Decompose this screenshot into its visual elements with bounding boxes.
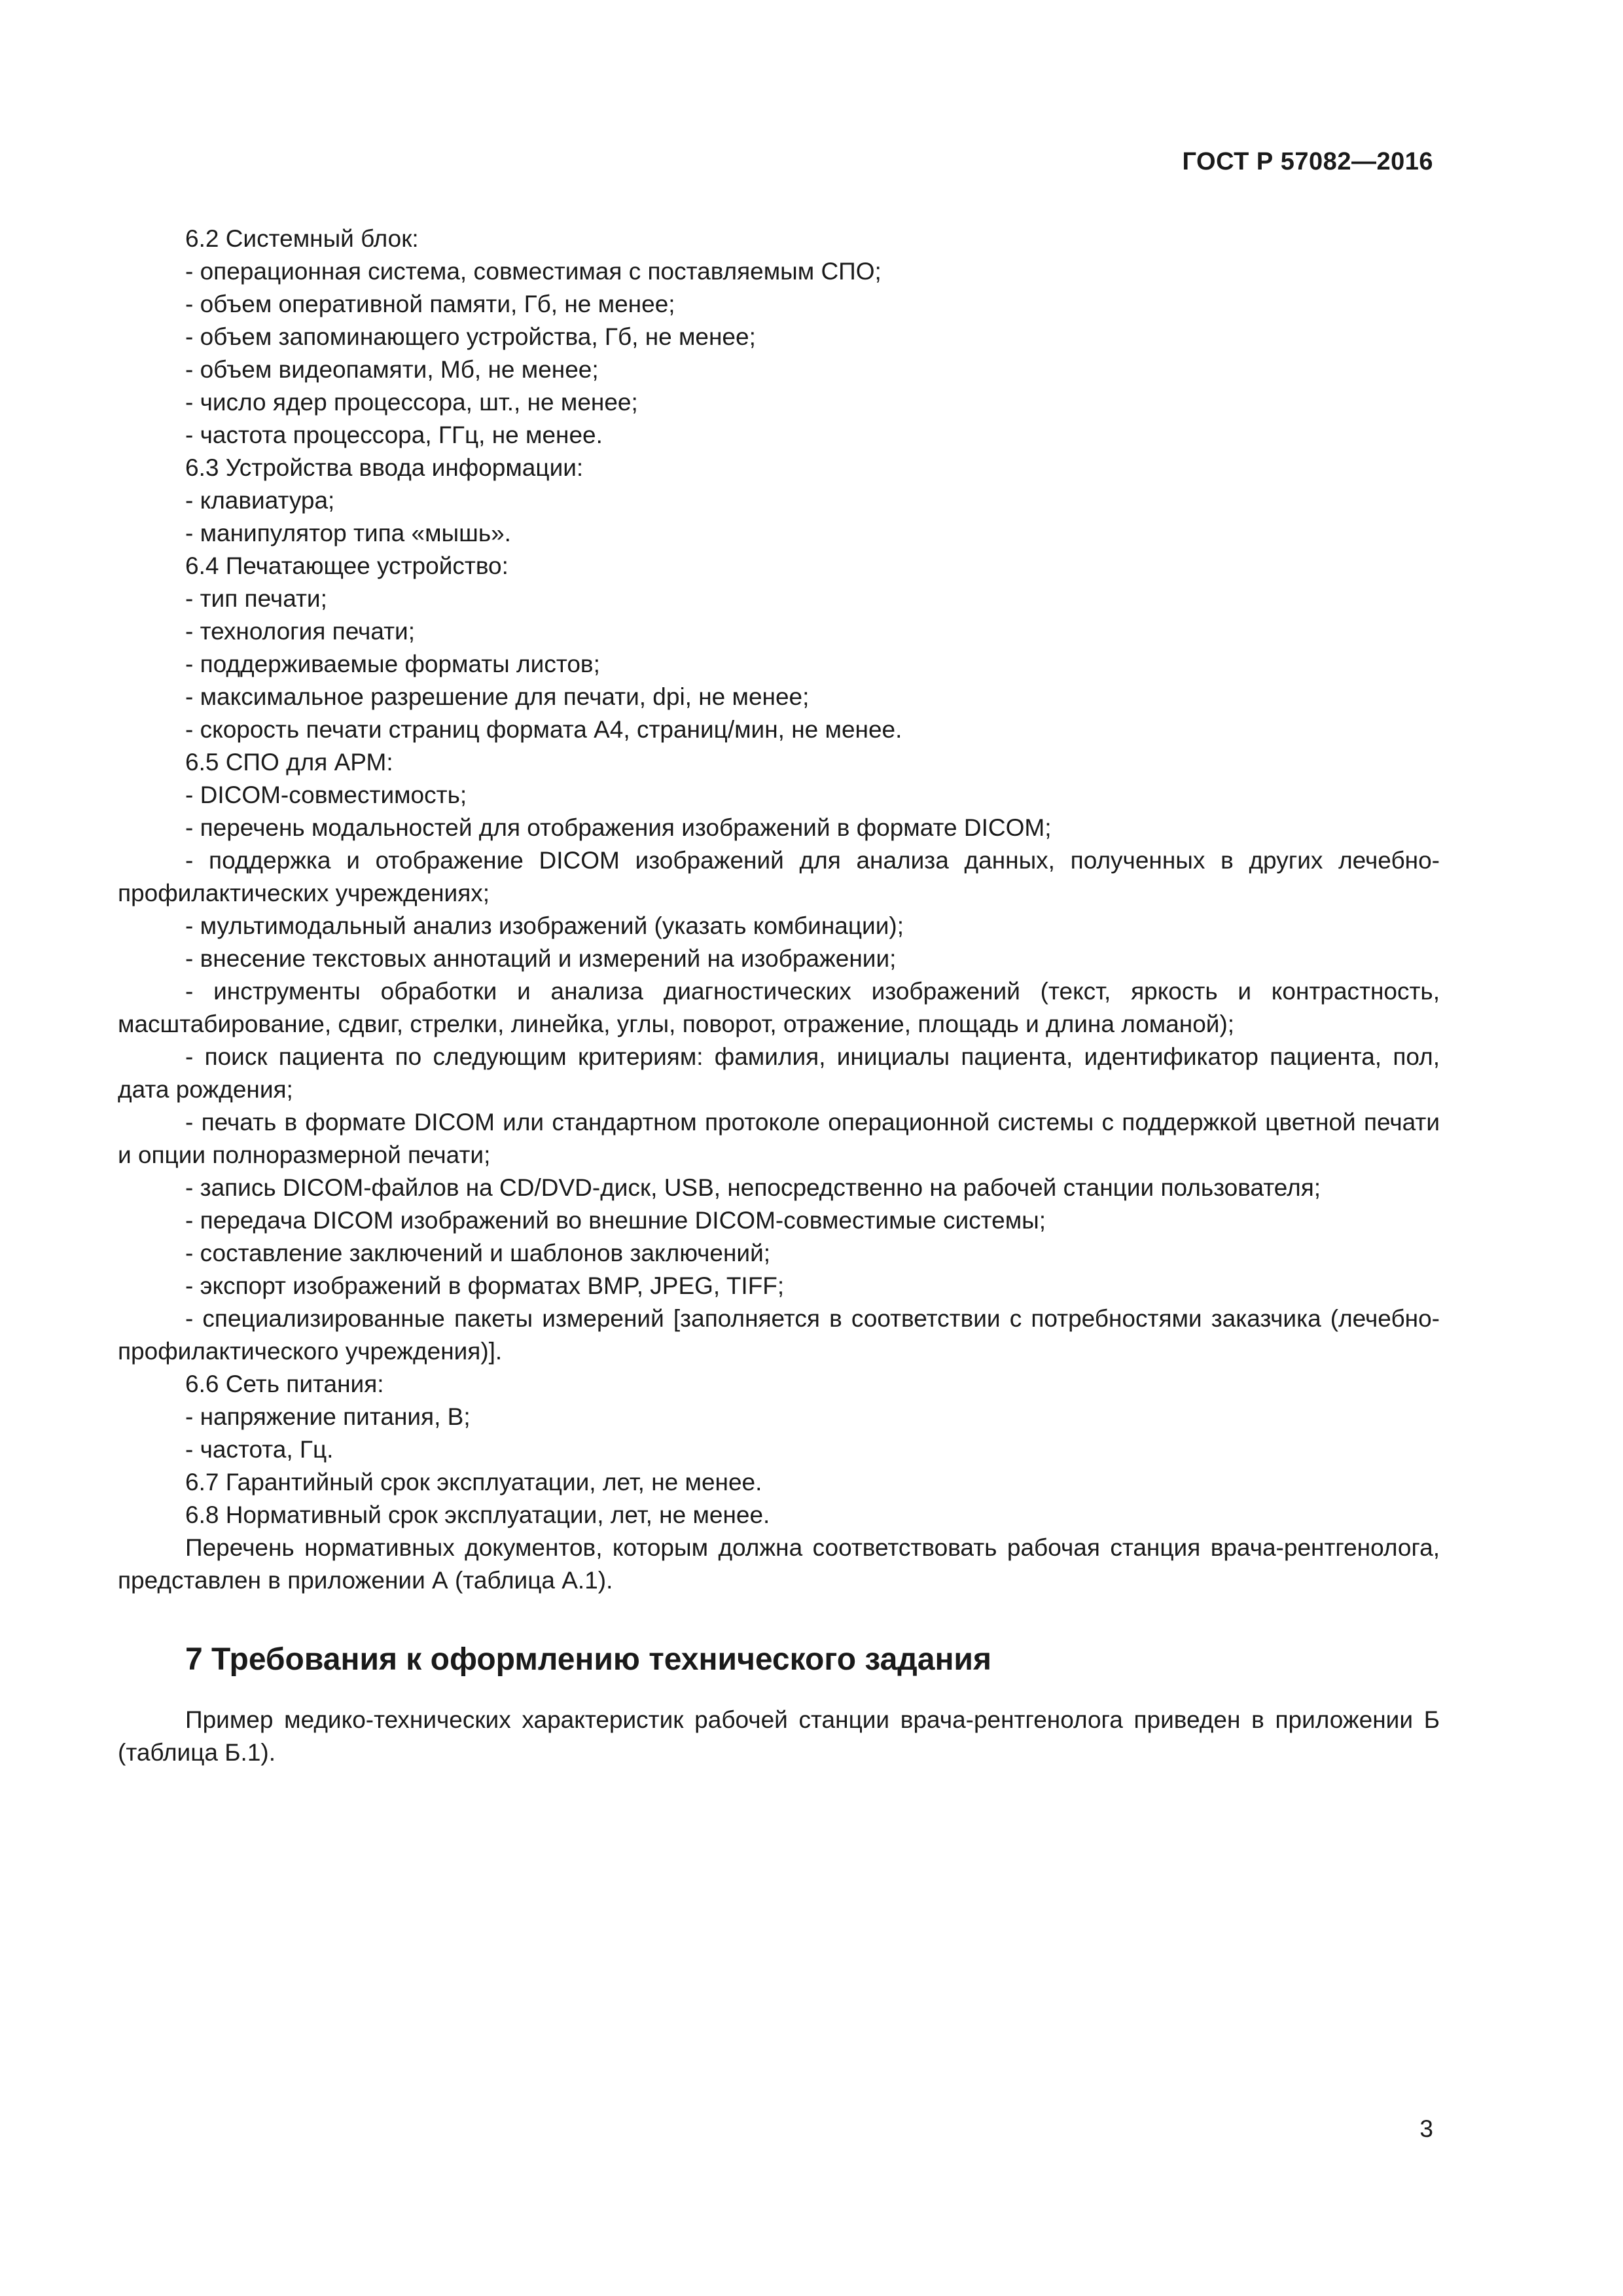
list-item: - скорость печати страниц формата А4, страниц/мин, не менее. [185,716,902,743]
list-item: - составление заключений и шаблонов заключений; [185,1240,771,1266]
standard-code: ГОСТ Р 57082—2016 [1182,148,1433,175]
list-item: - запись DICOM-файлов на CD/DVD-диск, USB, непосредственно на рабочей станции пользователя; [185,1174,1321,1201]
list-item: - объем запоминающего устройства, Гб, не менее; [185,323,756,350]
list-item: - тип печати; [185,585,327,612]
list-item: - напряжение питания, В; [185,1403,471,1430]
list-item: - поддерживаемые форматы листов; [185,651,600,677]
list-item: - экспорт изображений в форматах BMP, JPEG, TIFF; [185,1272,785,1299]
section-7-heading: 7 Требования к оформлению технического задания [185,1642,991,1677]
list-item: - мультимодальный анализ изображений (указать комбинации); [185,912,904,939]
list-item: - печать в формате DICOM или стандартном протоколе операционной системы с поддержкой цветной печати и опции полноразмерной печати; [118,1109,1440,1168]
section-6-3-title: 6.3 Устройства ввода информации: [185,454,584,481]
list-item: - объем оперативной памяти, Гб, не менее; [185,291,675,317]
list-item: - объем видеопамяти, Мб, не менее; [185,356,599,383]
list-item: - число ядер процессора, шт., не менее; [185,389,638,416]
section-6-5-title: 6.5 СПО для АРМ: [185,749,393,776]
list-item: - перечень модальностей для отображения изображений в формате DICOM; [185,814,1052,841]
section-6-4-title: 6.4 Печатающее устройство: [185,552,508,579]
normative-documents-paragraph: Перечень нормативных документов, которым должна соответствовать рабочая станция врача-рентгенолога, представлен в приложении А (таблица А.1). [118,1534,1440,1594]
list-item: - инструменты обработки и анализа диагностических изображений (текст, яркость и контрастность, масштабирование, сдвиг, стрелки, линейка, углы, поворот, отражение, площадь и длина ломаной); [118,978,1440,1037]
list-item: - технология печати; [185,618,415,645]
list-item: - частота, Гц. [185,1436,334,1463]
section-7-paragraph: Пример медико-технических характеристик рабочей станции врача-рентгенолога приведен в приложении Б (таблица Б.1). [118,1706,1440,1766]
list-item: - внесение текстовых аннотаций и измерений на изображении; [185,945,897,972]
list-item: - частота процессора, ГГц, не менее. [185,422,603,448]
list-item: - поддержка и отображение DICOM изображений для анализа данных, полученных в других лечебно-профилактических учреждениях; [118,847,1440,906]
page-number: 3 [1419,2115,1433,2142]
list-item: - манипулятор типа «мышь». [185,520,511,547]
section-6-8-text: 6.8 Нормативный срок эксплуатации, лет, не менее. [185,1501,770,1528]
section-6-2-title: 6.2 Системный блок: [185,225,419,252]
section-6-7-text: 6.7 Гарантийный срок эксплуатации, лет, не менее. [185,1469,762,1496]
list-item: - клавиатура; [185,487,335,514]
list-item: - передача DICOM изображений во внешние DICOM-совместимые системы; [185,1207,1046,1234]
list-item: - максимальное разрешение для печати, dpi, не менее; [185,683,810,710]
list-item: - специализированные пакеты измерений [заполняется в соответствии с потребностями заказчика (лечебно-профилактического учреждения)]. [118,1305,1440,1365]
list-item: - поиск пациента по следующим критериям: фамилия, инициалы пациента, идентификатор пациента, пол, дата рождения; [118,1043,1440,1103]
section-6-6-title: 6.6 Сеть питания: [185,1371,384,1397]
list-item: - DICOM-совместимость; [185,781,467,808]
page-content [118,223,1440,1769]
list-item: - операционная система, совместимая с поставляемым СПО; [185,258,882,285]
